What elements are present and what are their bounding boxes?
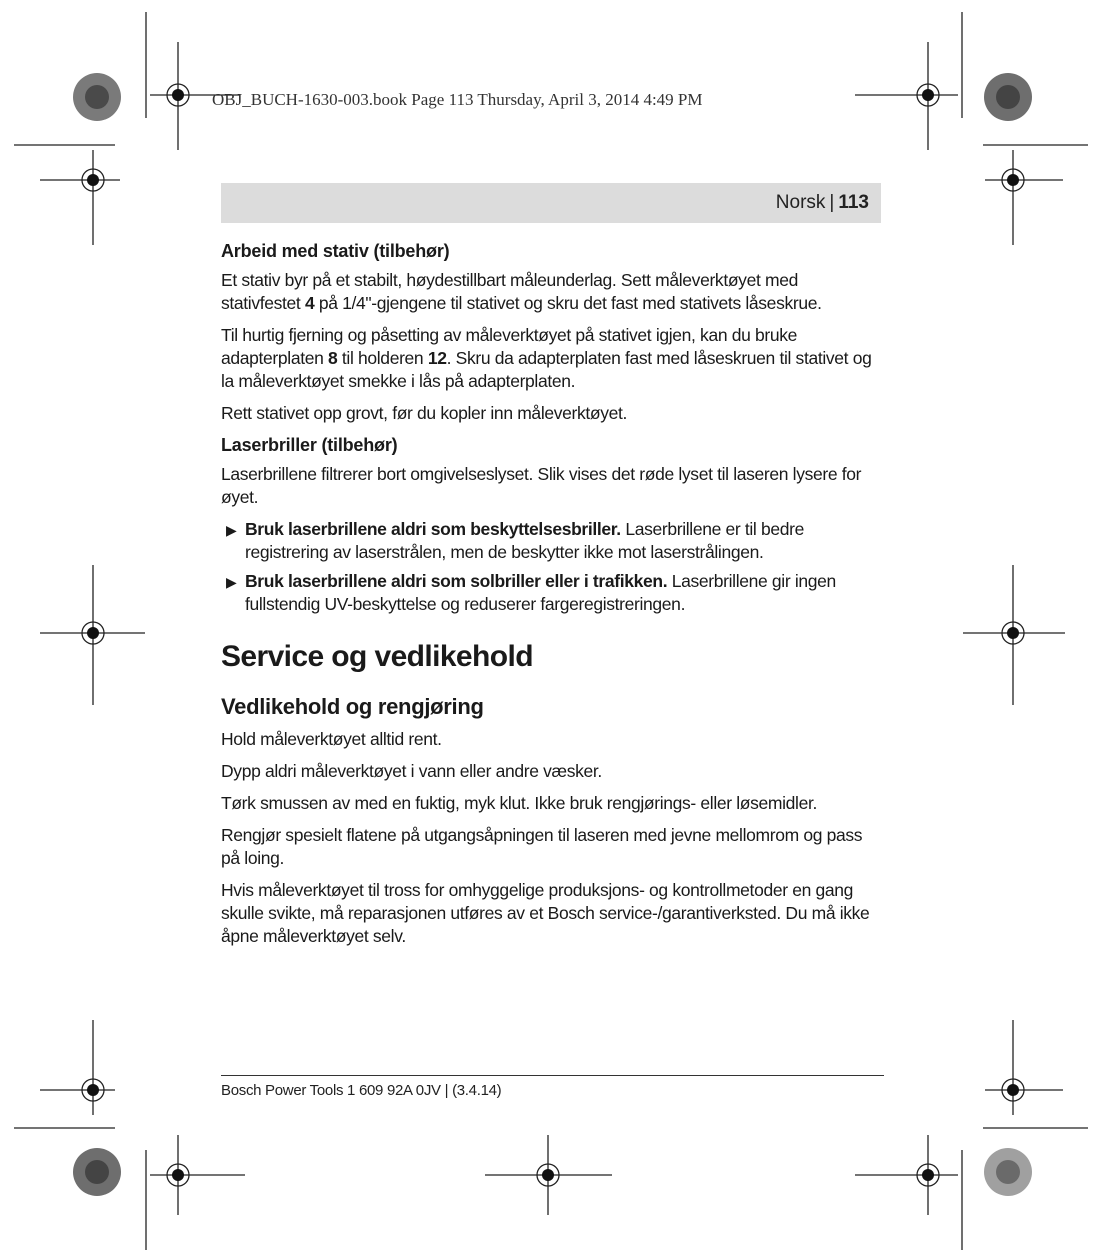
- header-separator: |: [829, 192, 835, 213]
- triangle-bullet-icon: ▶: [226, 522, 237, 538]
- warning-bullet: [221, 570, 881, 616]
- section-title: Service og vedlikehold: [221, 640, 533, 673]
- book-slug: OBJ_BUCH-1630-003.book Page 113 Thursday, April 3, 2014 4:49 PM: [212, 90, 703, 109]
- paragraph: [221, 269, 881, 315]
- ref-number: 4: [304, 293, 315, 313]
- warning-bullet: [221, 518, 881, 564]
- warning-bold: Bruk laserbrillene aldri som beskyttelsesbriller.: [245, 519, 621, 539]
- paragraph: Dypp aldri måleverktøyet i vann eller andre væsker.: [221, 761, 602, 781]
- paragraph: Hvis måleverktøyet til tross for omhyggelige produksjons- og kontrollmetoder en gang skulle svikte, må reparasjonen utføres av et Bosch service-/garantiverksted. Du må ikke åpne måleverktøyet selv.: [221, 880, 870, 946]
- page-content: [221, 236, 881, 957]
- warning-bold: Bruk laserbrillene aldri som solbriller eller i trafikken.: [245, 571, 668, 591]
- ref-number: 8: [328, 348, 338, 368]
- footer-text: Bosch Power Tools 1 609 92A 0JV | (3.4.14): [221, 1082, 502, 1099]
- paragraph: Laserbrillene filtrerer bort omgivelseslyset. Slik vises det røde lyset til laseren lysere for øyet.: [221, 464, 862, 507]
- paragraph: [221, 324, 881, 393]
- running-header: [221, 183, 881, 223]
- text-run: på 1/4"-gjengene til stativet og skru det fast med stativets låseskrue.: [314, 293, 822, 313]
- footer-rule: [221, 1075, 884, 1076]
- text-run: Til hurtig fjerning og påsetting av måleverktøyet på stativet igjen, kan du bruke adapterplaten: [221, 325, 798, 368]
- paragraph: Hold måleverktøyet alltid rent.: [221, 729, 442, 749]
- warning-text: Laserbrillene er til bedre registrering av laserstrålen, men de beskytter ikke mot laserstrålingen.: [245, 519, 804, 562]
- warning-text: Laserbrillene gir ingen fullstendig UV-beskyttelse og reduserer fargeregistreringen.: [245, 571, 836, 614]
- header-language: Norsk: [775, 192, 826, 213]
- heading-laserbriller: Laserbriller (tilbehør): [221, 435, 398, 455]
- triangle-bullet-icon: ▶: [226, 574, 237, 590]
- header-text: [776, 192, 869, 214]
- paragraph: Rett stativet opp grovt, før du kopler inn måleverktøyet.: [221, 403, 628, 423]
- subsection-title: Vedlikehold og rengjøring: [221, 694, 484, 719]
- text-run: Et stativ byr på et stabilt, høydestillbart måleunderlag. Sett måleverktøyet med stativfestet: [221, 270, 798, 313]
- text-run: . Skru da adapterplaten fast med låseskruen til stativet og la måleverktøyet smekke i lås på adapterplaten.: [221, 348, 872, 391]
- ref-number: 12: [427, 348, 447, 368]
- page-number: 113: [838, 192, 869, 213]
- paragraph: Tørk smussen av med en fuktig, myk klut. Ikke bruk rengjørings- eller løsemidler.: [221, 793, 818, 813]
- text-run: til holderen: [337, 348, 428, 368]
- paragraph: Rengjør spesielt flatene på utgangsåpningen til laseren med jevne mellomrom og pass på loing.: [221, 825, 863, 868]
- heading-stativ: Arbeid med stativ (tilbehør): [221, 241, 450, 261]
